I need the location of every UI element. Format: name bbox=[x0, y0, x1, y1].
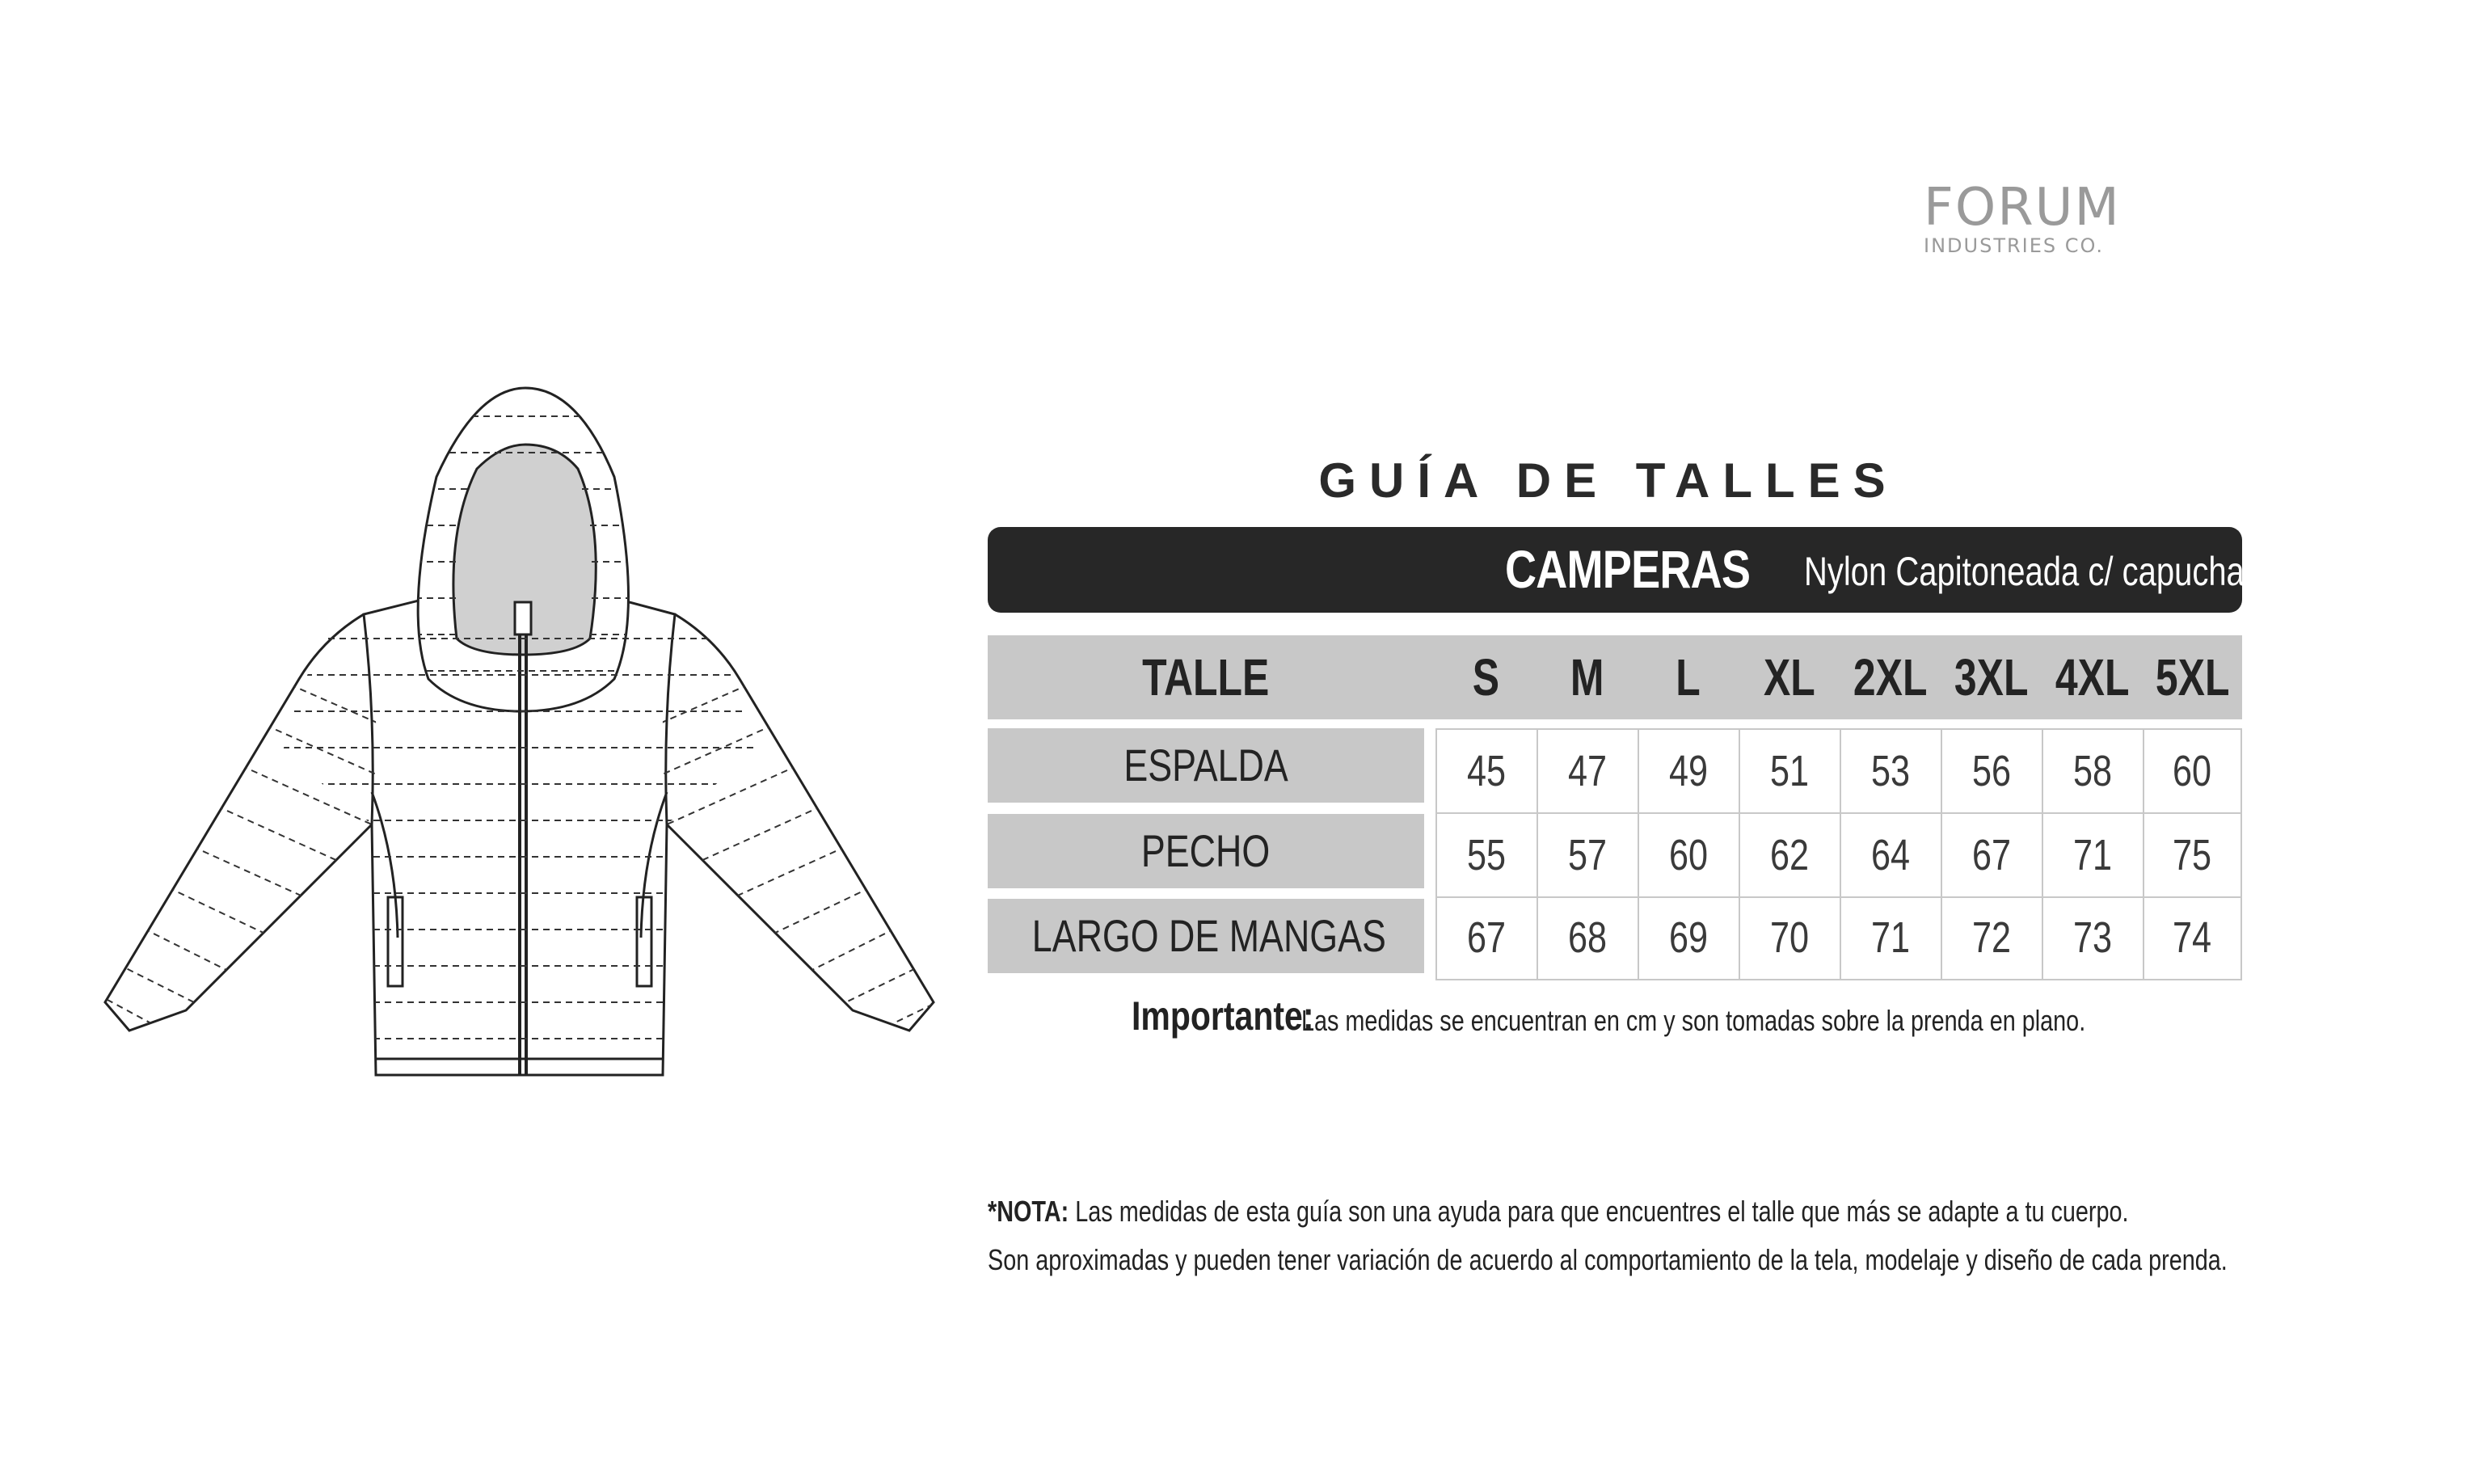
table-cell: 67 bbox=[1467, 913, 1507, 962]
table-cell: 72 bbox=[1972, 913, 2012, 962]
important-text: Las medidas se encuentran en cm y son tomadas sobre la prenda en plano. bbox=[1301, 1004, 2086, 1037]
table-cell: 55 bbox=[1467, 831, 1507, 879]
table-cell: 47 bbox=[1568, 747, 1608, 795]
logo-brand-text: FORUM bbox=[1924, 178, 2121, 238]
logo-sub-text: INDUSTRIES CO. bbox=[1924, 234, 2105, 257]
table-cell: 62 bbox=[1770, 831, 1810, 879]
table-cell: 56 bbox=[1972, 747, 2012, 795]
note-text-1: Las medidas de esta guía son una ayuda para que encuentres el talle que más se adapte a tu cuerpo. bbox=[1069, 1195, 2129, 1228]
table-cell: 57 bbox=[1568, 831, 1608, 879]
table-cell: 70 bbox=[1770, 913, 1810, 962]
size-header-row bbox=[988, 635, 2242, 719]
size-header-s: S bbox=[1472, 648, 1500, 706]
note-key: *NOTA: bbox=[988, 1195, 1069, 1228]
table-cell: 67 bbox=[1972, 831, 2012, 879]
table-cell: 60 bbox=[2173, 747, 2212, 795]
table-cell: 60 bbox=[1669, 831, 1709, 879]
table-cell: 74 bbox=[2173, 913, 2212, 962]
note-line-2: Son aproximadas y pueden tener variación de acuerdo al comportamiento de la tela, modelaje y diseño de cada prenda. bbox=[988, 1243, 2228, 1276]
category-name: CAMPERAS bbox=[1505, 539, 1751, 599]
page-title: GUÍA DE TALLES bbox=[1318, 453, 1899, 508]
header-label: TALLE bbox=[1142, 648, 1270, 706]
table-cell: 69 bbox=[1669, 913, 1709, 962]
table-cell: 75 bbox=[2173, 831, 2212, 879]
category-banner bbox=[988, 527, 2245, 613]
puffer-jacket-icon bbox=[97, 372, 970, 1083]
size-header-m: M bbox=[1570, 648, 1604, 706]
size-header-5xl: 5XL bbox=[2155, 648, 2230, 706]
row-label-largo-de-mangas: LARGO DE MANGAS bbox=[988, 899, 1424, 973]
row-label-espalda: ESPALDA bbox=[988, 728, 1424, 803]
table-cell: 73 bbox=[2073, 913, 2113, 962]
size-header-3xl: 3XL bbox=[1954, 648, 2029, 706]
table-cell: 71 bbox=[1871, 913, 1911, 962]
table-cell: 53 bbox=[1871, 747, 1911, 795]
size-header-4xl: 4XL bbox=[2055, 648, 2130, 706]
size-header-l: L bbox=[1676, 648, 1701, 706]
table-cell: 71 bbox=[2073, 831, 2113, 879]
table-cell: 58 bbox=[2073, 747, 2113, 795]
important-note bbox=[1132, 993, 2086, 1039]
size-header-xl: XL bbox=[1763, 648, 1815, 706]
table-cell: 64 bbox=[1871, 831, 1911, 879]
category-description: Nylon Capitoneada c/ capucha bbox=[1804, 549, 2245, 594]
size-header-2xl: 2XL bbox=[1853, 648, 1928, 706]
important-key: Importante: bbox=[1132, 993, 1314, 1039]
table-cell: 51 bbox=[1770, 747, 1810, 795]
brand-logo bbox=[1924, 178, 2121, 258]
row-label-pecho: PECHO bbox=[988, 814, 1424, 888]
size-values-grid bbox=[1435, 728, 2242, 980]
note-line-1 bbox=[988, 1195, 2129, 1229]
table-cell: 68 bbox=[1568, 913, 1608, 962]
table-cell: 45 bbox=[1467, 747, 1507, 795]
table-cell: 49 bbox=[1669, 747, 1709, 795]
